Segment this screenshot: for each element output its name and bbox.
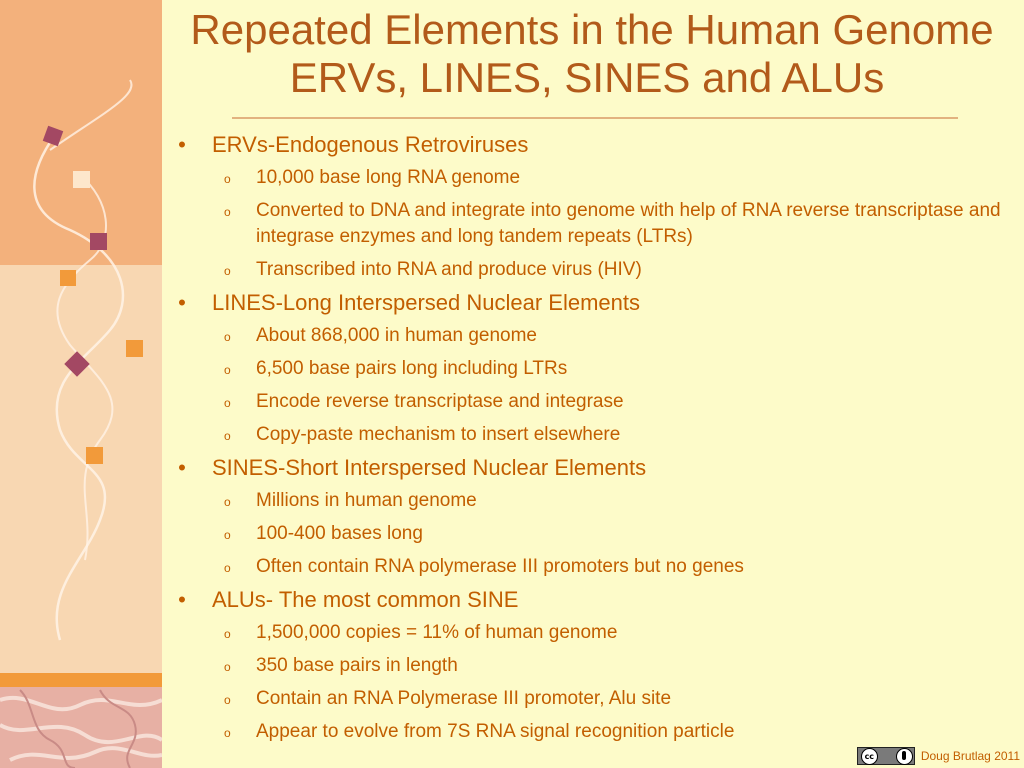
sub-item xyxy=(172,198,1012,250)
circle-bullet-icon: o xyxy=(224,528,231,542)
sub-item-text: 350 base pairs in length xyxy=(256,655,458,676)
sub-item xyxy=(172,488,1012,514)
sub-item xyxy=(172,389,1012,415)
bullet-group-alus xyxy=(172,587,1012,745)
circle-bullet-icon: o xyxy=(224,330,231,344)
bullet-dot-icon: • xyxy=(178,290,186,315)
sub-list xyxy=(172,488,1012,580)
sub-item xyxy=(172,323,1012,349)
sub-item xyxy=(172,653,1012,679)
bullet-list xyxy=(172,125,1012,745)
sub-item-text: 1,500,000 copies = 11% of human genome xyxy=(256,622,618,643)
bullet-label: ERVs-Endogenous Retroviruses xyxy=(212,132,529,157)
sub-item-text: Contain an RNA Polymerase III promoter, Alu site xyxy=(256,688,672,709)
circle-bullet-icon: o xyxy=(224,561,231,575)
sub-item xyxy=(172,356,1012,382)
bullet-label: ALUs- The most common SINE xyxy=(212,587,519,612)
attribution-person-icon xyxy=(896,748,913,765)
slide-title xyxy=(150,6,1024,102)
sub-item xyxy=(172,719,1012,745)
circle-bullet-icon: o xyxy=(224,693,231,707)
circle-bullet-icon: o xyxy=(224,363,231,377)
bullet-dot-icon: • xyxy=(178,455,186,480)
sub-item-text: 10,000 base long RNA genome xyxy=(256,167,521,188)
sub-item-text: Millions in human genome xyxy=(256,490,477,511)
title-line-1: Repeated Elements in the Human Genome xyxy=(190,6,994,53)
bullet-group-ervs xyxy=(172,132,1012,283)
dna-helix-illustration xyxy=(0,0,162,768)
sub-item-text: Transcribed into RNA and produce virus (HIV) xyxy=(256,259,642,280)
sub-item-text: Appear to evolve from 7S RNA signal recognition particle xyxy=(256,721,735,742)
bullet-item xyxy=(172,455,1012,481)
sub-item-text: 100-400 bases long xyxy=(256,523,423,544)
sub-item xyxy=(172,554,1012,580)
sub-list xyxy=(172,165,1012,283)
sub-item xyxy=(172,257,1012,283)
sub-item xyxy=(172,620,1012,646)
bullet-group-lines xyxy=(172,290,1012,448)
title-line-2: ERVs, LINES, SINES and ALUs xyxy=(289,54,885,101)
circle-bullet-icon: o xyxy=(224,660,231,674)
author-credit: Doug Brutlag 2011 xyxy=(920,749,1020,763)
sub-item-text: Copy-paste mechanism to insert elsewhere xyxy=(256,424,621,445)
cc-logo-icon: cc xyxy=(861,748,878,765)
bullet-label: SINES-Short Interspersed Nuclear Elements xyxy=(212,455,647,480)
sub-item-text: 6,500 base pairs long including LTRs xyxy=(256,358,568,379)
bullet-label: LINES-Long Interspersed Nuclear Elements xyxy=(212,290,640,315)
sub-item-text: Encode reverse transcriptase and integrase xyxy=(256,391,624,412)
bullet-group-sines xyxy=(172,455,1012,580)
circle-bullet-icon: o xyxy=(224,429,231,443)
decorative-side-panel xyxy=(0,0,162,768)
circle-bullet-icon: o xyxy=(224,396,231,410)
sub-item xyxy=(172,521,1012,547)
sub-item-text: Converted to DNA and integrate into genome with help of RNA reverse transcriptase and integrase enzymes and long tandem repeats (LTRs) xyxy=(256,200,1001,247)
bullet-item xyxy=(172,132,1012,158)
circle-bullet-icon: o xyxy=(224,726,231,740)
bullet-dot-icon: • xyxy=(178,132,186,157)
circle-bullet-icon: o xyxy=(224,264,231,278)
bullet-dot-icon: • xyxy=(178,587,186,612)
circle-bullet-icon: o xyxy=(224,205,231,219)
slide-footer xyxy=(857,747,1020,765)
sub-list xyxy=(172,620,1012,745)
circle-bullet-icon: o xyxy=(224,172,231,186)
sub-item xyxy=(172,686,1012,712)
sub-item xyxy=(172,165,1012,191)
sub-item xyxy=(172,422,1012,448)
bullet-item xyxy=(172,587,1012,613)
circle-bullet-icon: o xyxy=(224,495,231,509)
sub-list xyxy=(172,323,1012,448)
title-divider xyxy=(232,117,958,119)
sub-item-text: Often contain RNA polymerase III promoters but no genes xyxy=(256,556,744,577)
cc-license-badge-icon[interactable] xyxy=(857,747,915,765)
sub-item-text: About 868,000 in human genome xyxy=(256,325,537,346)
circle-bullet-icon: o xyxy=(224,627,231,641)
bullet-item xyxy=(172,290,1012,316)
